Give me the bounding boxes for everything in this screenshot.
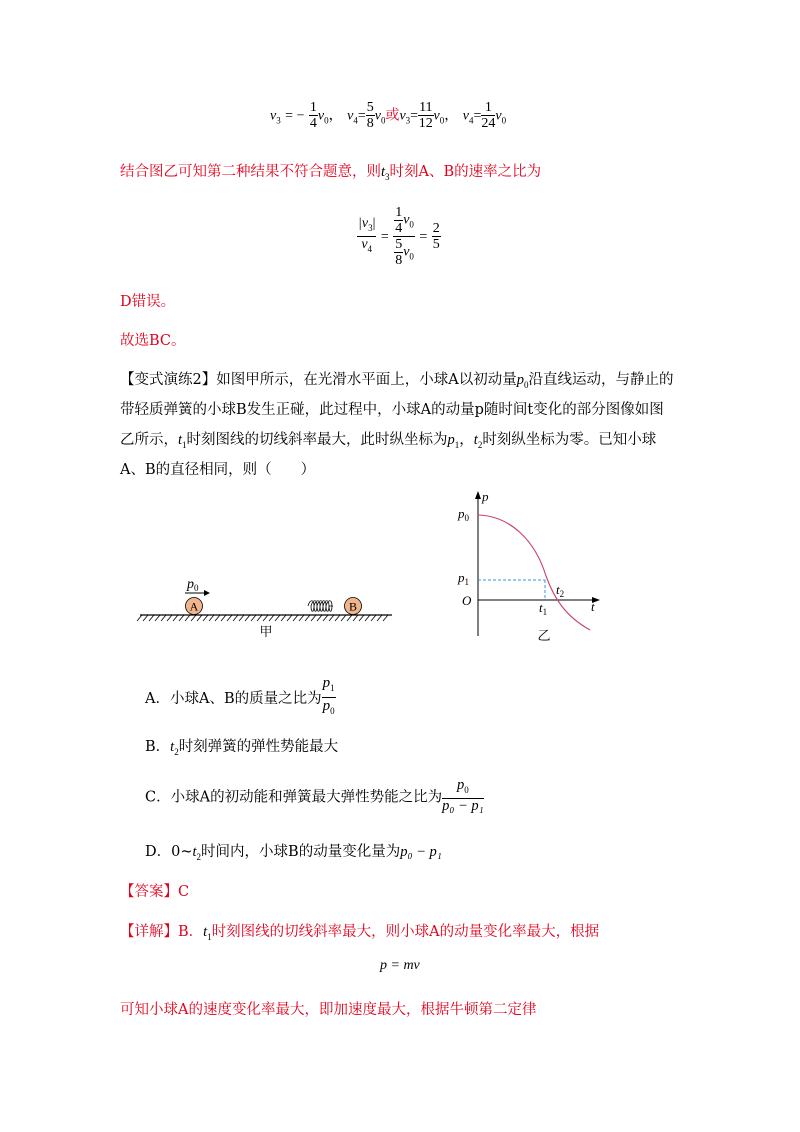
hatch-mark (143, 615, 148, 621)
hatch-mark (365, 615, 370, 621)
pmv-equation: p = mv (380, 958, 420, 973)
svg-text:t: t (591, 599, 595, 614)
spring-coil (308, 601, 333, 612)
hatch-mark (245, 615, 250, 621)
equation-v3-v4: $v_3$ = − $\frac{1}{4}$ $v_0$， $v_4=$ $\frac{5}{8}$ $v_0$或$v_3=$ $\frac{11}{12}$ $v_0$， $v_4=$ $\frac{1}{24}$ $v_0$ (270, 100, 507, 131)
hatch-mark (335, 615, 340, 621)
figure-yi (450, 488, 610, 648)
hatch-mark (281, 615, 286, 621)
paragraph-ratio-intro: 结合图乙可知第二种结果不符合题意，则$t_3$时刻A、B的速率之比为 (120, 164, 542, 182)
ratio-result: $\frac{2}{5}$ (432, 221, 440, 252)
problem-line-1: 【变式演练2】如图甲所示，在光滑水平面上，小球A以初动量$p_0$沿直线运动，与静止的 (120, 372, 674, 390)
ratio-equation: $\frac{|v_3|}{v_4}$ = $\frac{1}{4}$ $v_0$ $\frac{5}{8}$ $v_0$ = $\frac{2}{5}$ (358, 205, 440, 268)
fig-yi-curve (478, 515, 590, 630)
fig-jia-arrowhead (204, 590, 210, 596)
hatch-mark (371, 615, 376, 621)
figure-jia (130, 570, 400, 645)
svg-text:O: O (462, 593, 472, 608)
hatch-mark (161, 615, 166, 621)
d-wrong-text: D错误。 (120, 294, 176, 310)
svg-text:p: p (482, 489, 489, 504)
hatch-mark (209, 615, 214, 621)
hatch-mark (341, 615, 346, 621)
option-b: B．$t_2$时刻弹簧的弹性势能最大 (145, 739, 339, 757)
fig-jia-hatching (137, 615, 388, 621)
hatch-mark (275, 615, 280, 621)
answer-line: 【答案】C (120, 884, 190, 900)
fraction-1-24: $\frac{1}{24}$ (481, 100, 496, 131)
hatch-mark (377, 615, 382, 621)
hatch-mark (251, 615, 256, 621)
problem-line-2: 带轻质弹簧的小球B发生正碰，此过程中，小球A的动量p随时间t变化的部分图像如图 (120, 402, 664, 418)
hatch-mark (269, 615, 274, 621)
choose-text: 故选BC。 (120, 333, 186, 349)
fraction-1-4: $\frac{1}{4}$ (309, 100, 317, 131)
hatch-mark (263, 615, 268, 621)
svg-text:B: B (348, 599, 358, 614)
svg-text:t2: $t_2$ (556, 582, 565, 599)
hatch-mark (167, 615, 172, 621)
hatch-mark (257, 615, 262, 621)
svg-text:A: A (189, 599, 199, 614)
hatch-mark (233, 615, 238, 621)
hatch-mark (179, 615, 184, 621)
hatch-mark (299, 615, 304, 621)
hatch-mark (239, 615, 244, 621)
problem-tag: 【变式演练2】 (120, 372, 217, 388)
ratio-middle: $\frac{1}{4}$ $v_0$ $\frac{5}{8}$ $v_0$ (395, 205, 414, 268)
hatch-mark (185, 615, 190, 621)
hatch-mark (305, 615, 310, 621)
hatch-mark (323, 615, 328, 621)
option-a-fraction: $\frac{p_1}{p_0}$ (322, 675, 335, 716)
hatch-mark (203, 615, 208, 621)
svg-text:p0: $p_0$ (458, 506, 469, 523)
detail-line: 【详解】B．$t_1$时刻图线的切线斜率最大，则小球A的动量变化率最大，根据 (120, 924, 600, 942)
last-line: 可知小球A的速度变化率最大，即加速度最大，根据牛顿第二定律 (120, 1002, 537, 1018)
option-a: A．小球A、B的质量之比为 $\frac{p_1}{p_0}$ (145, 675, 336, 720)
fig-yi-caption: 乙 (537, 629, 551, 644)
hatch-mark (383, 615, 388, 621)
hatch-mark (311, 615, 316, 621)
svg-text:p1: $p_1$ (458, 570, 469, 587)
hatch-mark (155, 615, 160, 621)
hatch-mark (293, 615, 298, 621)
hatch-mark (287, 615, 292, 621)
fig-jia-p0-label: $p_0$ (187, 577, 199, 593)
hatch-mark (221, 615, 226, 621)
hatch-mark (215, 615, 220, 621)
option-c: C．小球A的初动能和弹簧最大弹性势能之比为 $\frac{p_0}{\text{p₀ − p₁}}$ (145, 777, 484, 814)
fraction-5-8: $\frac{5}{8}$ (366, 100, 374, 131)
hatch-mark (347, 615, 352, 621)
hatch-mark (353, 615, 358, 621)
hatch-mark (197, 615, 202, 621)
svg-text:t1: $t_1$ (539, 600, 548, 617)
hatch-mark (137, 615, 142, 621)
hatch-mark (329, 615, 334, 621)
hatch-mark (173, 615, 178, 621)
option-d: D．$0\sim t_2$时间内，小球B的动量变化量为p₀ − p₁ (145, 844, 442, 862)
problem-line-3: 乙所示，$t_1$时刻图线的切线斜率最大，此时纵坐标为$p_1$，$t_2$时刻纵坐标为零。已知小球 (120, 432, 657, 450)
hatch-mark (317, 615, 322, 621)
ratio-lhs: $\frac{|v_3|}{v_4}$ (358, 216, 376, 254)
hatch-mark (227, 615, 232, 621)
fig-jia-caption: 甲 (259, 625, 273, 640)
hatch-mark (191, 615, 196, 621)
option-c-fraction: $\frac{p_0}{\text{p₀ − p₁}}$ (442, 777, 484, 814)
hatch-mark (359, 615, 364, 621)
problem-line-4: A、B的直径相同，则（ ） (120, 462, 316, 478)
fraction-11-12: $\frac{11}{12}$ (418, 100, 433, 131)
or-word: 或 (385, 107, 400, 124)
hatch-mark (149, 615, 154, 621)
